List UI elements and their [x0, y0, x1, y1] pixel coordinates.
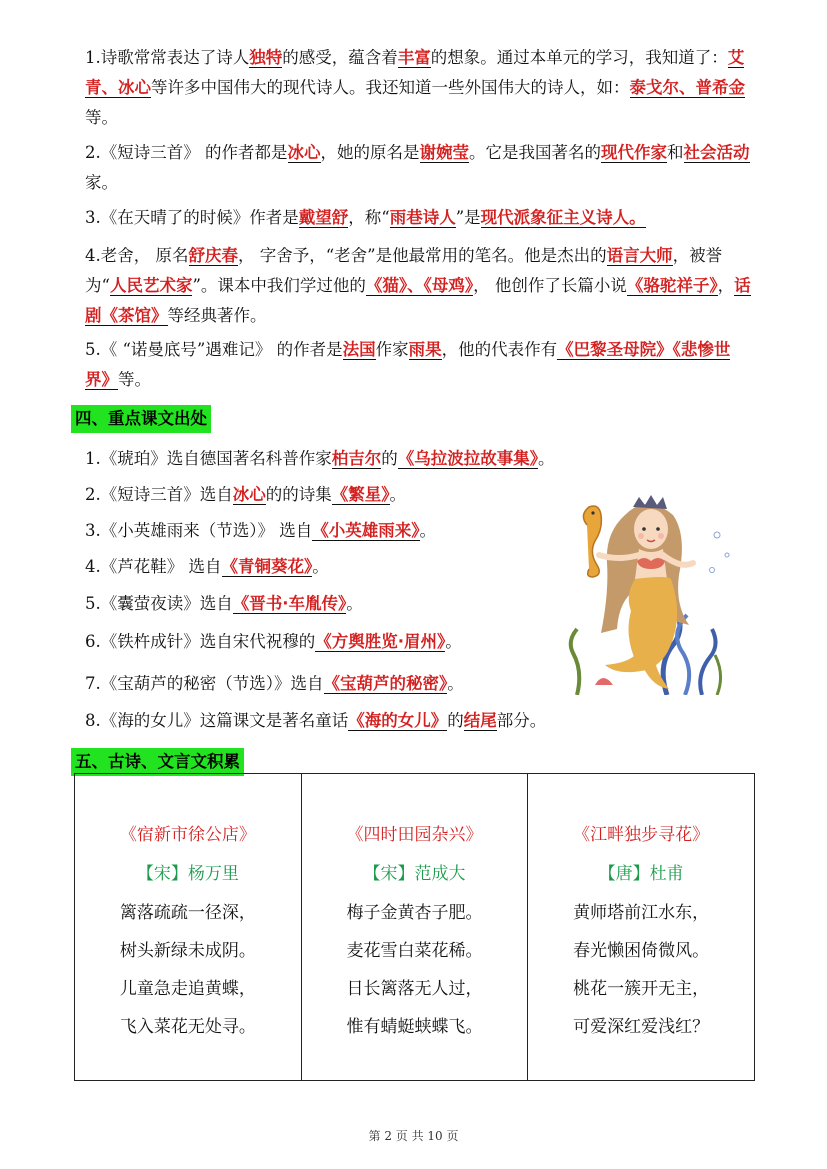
answer: 现代作家 — [601, 143, 667, 162]
answer: 《巴黎圣母院》《悲惨世界》 — [85, 340, 731, 389]
paragraph-1: 1.诗歌常常表达了诗人独特的感受，蕴含着丰富的想象。通过本单元的学习，我知道了：艾青、冰心等许多中国伟大的现代诗人。我还知道一些外国伟大的诗人，如：泰戈尔、普希金等。 — [85, 48, 745, 127]
poem-line: 日长篱落无人过， — [346, 979, 483, 999]
poem-column — [528, 774, 754, 1080]
poem-line: 桃花一簇开无主， — [573, 979, 710, 999]
source-item: 5.《囊萤夜读》选自《晋书·车胤传》。 — [85, 594, 363, 613]
answer: 《繁星》 — [331, 485, 390, 504]
answer: 艾青、冰心 — [85, 48, 745, 97]
source-item: 2.《短诗三首》选自冰心的的诗集《繁星》。 — [85, 485, 406, 504]
answer: 结尾 — [463, 711, 497, 730]
source-item: 6.《铁杵成针》选自宋代祝穆的《方舆胜览·眉州》。 — [85, 632, 462, 651]
answer: 话剧《茶馆》 — [85, 276, 751, 325]
poem-title: 《江畔独步寻花》 — [573, 825, 710, 845]
poem-title: 《宿新市徐公店》 — [119, 825, 256, 845]
answer: 戴望舒 — [298, 208, 349, 227]
paragraph-4: 4.老舍， 原名舒庆春， 字舍予，“老舍”是他最常用的笔名。他是杰出的语言大师，被誉为“人民艺术家”。课本中我们学过他的《猫》、《母鸡》， 他创作了长篇小说《骆驼祥子》，话剧《茶馆》等经典著作。 — [85, 246, 751, 325]
answer: 人民艺术家 — [109, 276, 193, 295]
poem-title: 《四时田园杂兴》 — [346, 825, 483, 845]
item-number: 1. — [85, 48, 101, 67]
section-heading-4: 四、重点课文出处 — [71, 405, 211, 433]
answer: 谢婉莹 — [419, 143, 469, 162]
poem-table — [74, 773, 755, 1081]
poem-line: 黄师塔前江水东， — [573, 903, 710, 923]
source-item: 1.《琥珀》选自德国著名科普作家柏吉尔的《乌拉波拉故事集》。 — [85, 449, 555, 468]
poem-line: 春光懒困倚微风。 — [573, 941, 710, 961]
answer: 《猫》、《母鸡》 — [365, 276, 474, 295]
source-item: 3.《小英雄雨来（节选）》 选自《小英雄雨来》。 — [85, 521, 436, 540]
answer: 现代派象征主义诗人。 — [480, 208, 646, 227]
answer: 独特 — [249, 48, 283, 67]
poem-line: 梅子金黄杏子肥。 — [346, 903, 483, 923]
poem-author: 【宋】范成大 — [363, 864, 466, 884]
poem-line: 惟有蜻蜓蛱蝶飞。 — [346, 1017, 483, 1037]
poem-author: 【唐】杜甫 — [598, 864, 684, 884]
source-item: 8.《海的女儿》这篇课文是著名童话《海的女儿》的结尾部分。 — [85, 711, 547, 730]
answer: 《乌拉波拉故事集》 — [397, 449, 538, 468]
paragraph-5: 5.《 “诺曼底号”遇难记》 的作者是法国作家雨果，他的代表作有《巴黎圣母院》《悲惨世界》等。 — [85, 340, 731, 389]
answer: 雨果 — [408, 340, 442, 359]
answer: 语言大师 — [606, 246, 673, 265]
poem-author: 【宋】杨万里 — [136, 864, 239, 884]
section-heading-5: 五、古诗、文言文积累 — [71, 748, 244, 776]
page-footer: 第 2 页 共 10 页 — [368, 1129, 459, 1143]
answer: 雨巷诗人 — [389, 208, 456, 227]
poem-line: 树头新绿未成阴。 — [119, 941, 256, 961]
answer: 冰心 — [287, 143, 321, 162]
item-number: 3. — [85, 208, 101, 227]
answer: 《骆驼祥子》 — [626, 276, 718, 295]
answer: 泰戈尔、普希金 — [629, 78, 745, 97]
answer: 冰心 — [232, 485, 266, 504]
poem-line: 可爱深红爱浅红？ — [573, 1017, 710, 1037]
paragraph-3: 3.《在天晴了的时候》作者是戴望舒，称“雨巷诗人”是现代派象征主义诗人。 — [85, 208, 646, 227]
answer: 《青铜葵花》 — [221, 557, 313, 576]
item-number: 5. — [85, 340, 101, 359]
source-item: 7.《宝葫芦的秘密（节选）》选自《宝葫芦的秘密》。 — [85, 674, 464, 693]
source-item: 4.《芦花鞋》 选自《青铜葵花》。 — [85, 557, 329, 576]
item-number: 4. — [85, 246, 101, 265]
answer: 柏吉尔 — [331, 449, 382, 468]
poem-column — [75, 774, 302, 1080]
poem-line: 麦花雪白菜花稀。 — [346, 941, 483, 961]
answer: 社会活动 — [683, 143, 750, 162]
poem-line: 篱落疏疏一径深， — [119, 903, 256, 923]
paragraph-2: 2.《短诗三首》 的作者都是冰心，她的原名是谢婉莹。它是我国著名的现代作家和社会活动家。 — [85, 143, 750, 192]
answer: 《海的女儿》 — [348, 711, 448, 730]
answer: 丰富 — [397, 48, 431, 67]
answer: 舒庆春 — [188, 246, 238, 265]
poem-line: 儿童急走追黄蝶， — [119, 979, 256, 999]
answer: 《方舆胜览·眉州》 — [315, 632, 446, 651]
answer: 法国 — [342, 340, 376, 359]
item-number: 2. — [85, 143, 101, 162]
poem-line: 飞入菜花无处寻。 — [119, 1017, 256, 1037]
poem-column — [302, 774, 529, 1080]
answer: 《晋书·车胤传》 — [232, 594, 347, 613]
answer: 《宝葫芦的秘密》 — [323, 674, 448, 693]
answer: 《小英雄雨来》 — [312, 521, 420, 540]
mermaid-illustration — [567, 495, 737, 695]
